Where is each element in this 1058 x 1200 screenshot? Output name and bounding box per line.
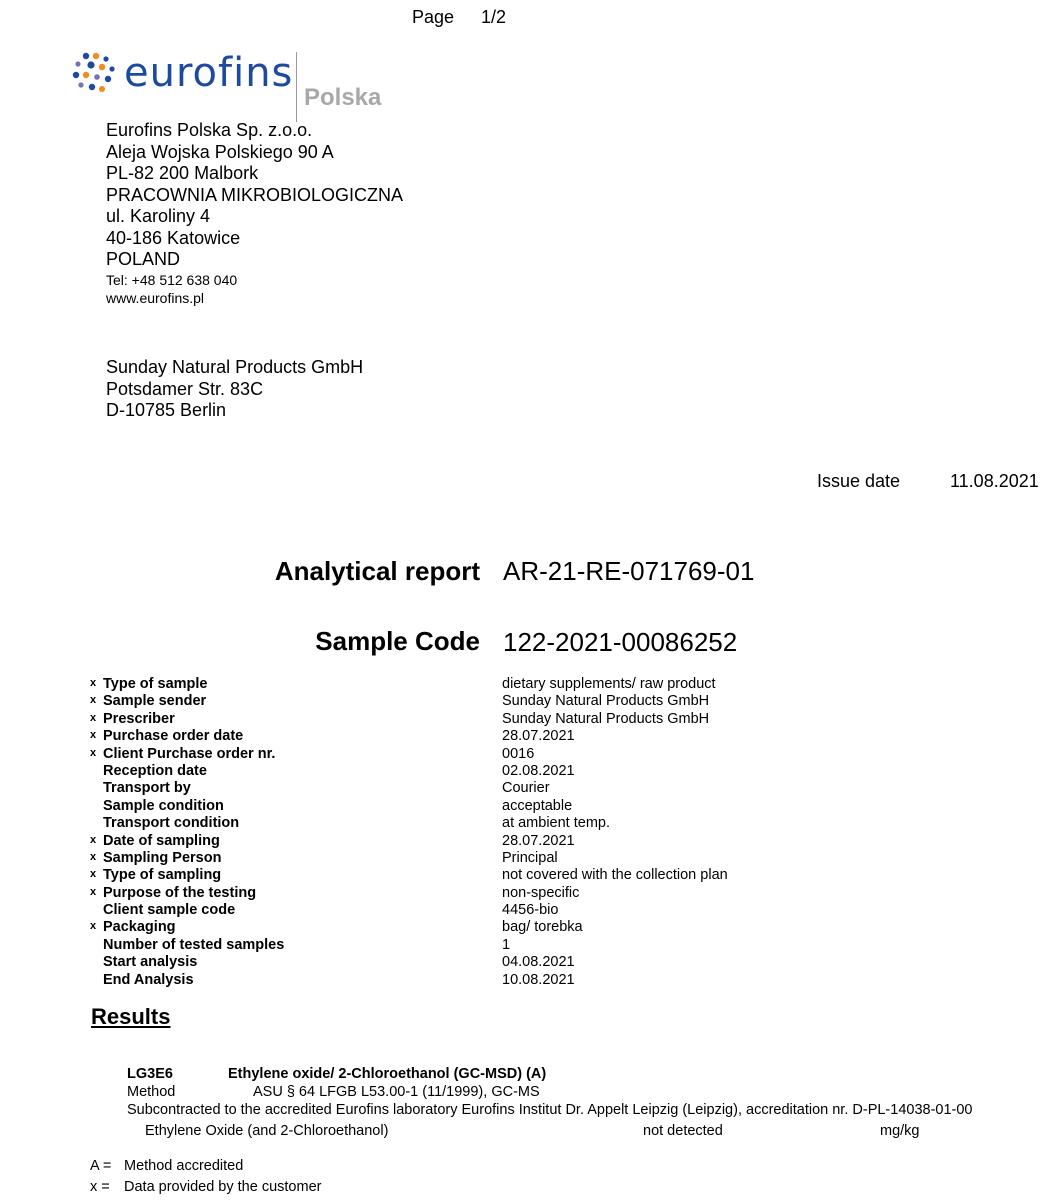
detail-row — [90, 676, 850, 693]
detail-row — [90, 728, 850, 745]
detail-value: non-specific — [502, 884, 580, 901]
lab-phone: Tel: +48 512 638 040 — [106, 271, 238, 288]
detail-row — [90, 798, 850, 815]
lab-website: www.eurofins.pl — [106, 289, 205, 306]
detail-value: not covered with the collection plan — [502, 867, 728, 884]
legend-key: A = — [90, 1158, 112, 1174]
legend-text: Data provided by the customer — [124, 1179, 322, 1195]
method-value: ASU § 64 LFGB L53.00-1 (11/1999), GC-MS — [253, 1084, 540, 1100]
detail-label: Client sample code — [103, 902, 236, 919]
detail-row — [90, 763, 850, 780]
result-value: not detected — [643, 1123, 723, 1139]
method-label: Method — [127, 1084, 176, 1100]
logo-country: Polska — [304, 84, 382, 111]
logo-wordmark: eurofins — [124, 50, 294, 96]
detail-value: 02.08.2021 — [502, 762, 575, 779]
detail-label: Sampling Person — [103, 849, 222, 866]
page-number: 1/2 — [481, 7, 507, 27]
detail-label: End Analysis — [103, 971, 194, 988]
customer-data-mark: x — [90, 868, 97, 881]
lab-address-line: Eurofins Polska Sp. z.o.o. — [106, 120, 313, 140]
customer-data-mark: x — [90, 729, 97, 742]
recipient-line: D-10785 Berlin — [106, 400, 227, 420]
detail-value: at ambient temp. — [502, 815, 610, 832]
sample-code-label: Sample Code — [315, 626, 480, 656]
detail-label: Start analysis — [103, 954, 198, 971]
detail-value: acceptable — [502, 797, 573, 814]
subcontract-note: Subcontracted to the accredited Eurofins laboratory Eurofins Institut Dr. Appelt Leipzig (Leipzig), accreditation nr. D-PL-14038-01-00 — [127, 1102, 973, 1118]
page-label: Page — [412, 7, 455, 27]
recipient-address — [106, 357, 363, 422]
eurofins-logo — [72, 50, 402, 130]
customer-data-mark: x — [90, 711, 97, 724]
detail-label: Transport condition — [103, 815, 240, 832]
customer-data-mark: x — [90, 920, 97, 933]
customer-data-mark: x — [90, 694, 97, 707]
legend-key: x = — [90, 1179, 110, 1195]
customer-data-mark: x — [90, 746, 97, 759]
lab-address-line: POLAND — [106, 249, 181, 269]
detail-value: 0016 — [502, 745, 535, 762]
detail-row — [90, 954, 850, 971]
detail-label: Packaging — [103, 919, 176, 936]
detail-label: Client Purchase order nr. — [103, 745, 276, 762]
results-heading: Results — [91, 1004, 171, 1029]
detail-value: 28.07.2021 — [502, 728, 575, 745]
issue-date-value: 11.08.2021 — [950, 471, 1039, 491]
sample-code-value: 122-2021-00086252 — [503, 627, 738, 657]
detail-value: 10.08.2021 — [502, 971, 575, 988]
recipient-line: Sunday Natural Products GmbH — [106, 357, 364, 377]
detail-value: 28.07.2021 — [502, 832, 575, 849]
sample-details — [90, 676, 850, 989]
detail-row — [90, 850, 850, 867]
detail-value: Courier — [502, 780, 550, 797]
lab-address — [106, 120, 403, 307]
detail-value: 04.08.2021 — [502, 954, 575, 971]
legend-text: Method accredited — [124, 1158, 244, 1174]
detail-value: Principal — [502, 849, 558, 866]
detail-row — [90, 885, 850, 902]
report-number: AR-21-RE-071769-01 — [503, 556, 755, 586]
detail-row — [90, 780, 850, 797]
lab-address-line: PRACOWNIA MIKROBIOLOGICZNA — [106, 184, 404, 205]
lab-address-line: ul. Karoliny 4 — [106, 206, 211, 226]
detail-row — [90, 937, 850, 954]
detail-row — [90, 902, 850, 919]
detail-row — [90, 815, 850, 832]
detail-value: Sunday Natural Products GmbH — [502, 710, 710, 727]
result-parameter: Ethylene Oxide (and 2-Chloroethanol) — [145, 1123, 389, 1139]
recipient-line: Potsdamer Str. 83C — [106, 378, 264, 399]
detail-row — [90, 711, 850, 728]
customer-data-mark: x — [90, 850, 97, 863]
detail-label: Sample sender — [103, 693, 207, 710]
lab-address-line: Aleja Wojska Polskiego 90 A — [106, 141, 334, 162]
lab-address-line: 40-186 Katowice — [106, 227, 241, 248]
customer-data-mark: x — [90, 833, 97, 846]
detail-label: Transport by — [103, 780, 191, 797]
detail-label: Type of sample — [103, 676, 208, 692]
detail-label: Purchase order date — [103, 728, 244, 745]
customer-data-mark: x — [90, 677, 97, 689]
detail-label: Purpose of the testing — [103, 884, 257, 901]
logo-divider — [296, 52, 297, 122]
detail-label: Reception date — [103, 762, 207, 779]
detail-value: 4456-bio — [502, 902, 559, 919]
test-code: LG3E6 — [127, 1066, 173, 1082]
detail-label: Type of sampling — [103, 867, 222, 884]
test-title: Ethylene oxide/ 2-Chloroethanol (GC-MSD) (A) — [228, 1066, 547, 1082]
issue-date-label: Issue date — [817, 471, 901, 491]
detail-label: Prescriber — [103, 710, 175, 727]
detail-row — [90, 972, 850, 989]
detail-row — [90, 833, 850, 850]
detail-label: Date of sampling — [103, 832, 220, 849]
detail-value: dietary supplements/ raw product — [502, 676, 716, 692]
detail-value: bag/ torebka — [502, 919, 583, 936]
lab-address-line: PL-82 200 Malbork — [106, 163, 259, 183]
result-unit: mg/kg — [880, 1123, 920, 1139]
detail-value: 1 — [502, 936, 511, 953]
report-label: Analytical report — [274, 556, 480, 586]
detail-row — [90, 693, 850, 710]
customer-data-mark: x — [90, 885, 97, 898]
eurofins-dots-icon — [72, 52, 122, 96]
detail-row — [90, 867, 850, 884]
detail-row — [90, 746, 850, 763]
detail-label: Number of tested samples — [103, 936, 285, 953]
detail-label: Sample condition — [103, 797, 224, 814]
detail-value: Sunday Natural Products GmbH — [502, 693, 710, 710]
detail-row — [90, 919, 850, 936]
